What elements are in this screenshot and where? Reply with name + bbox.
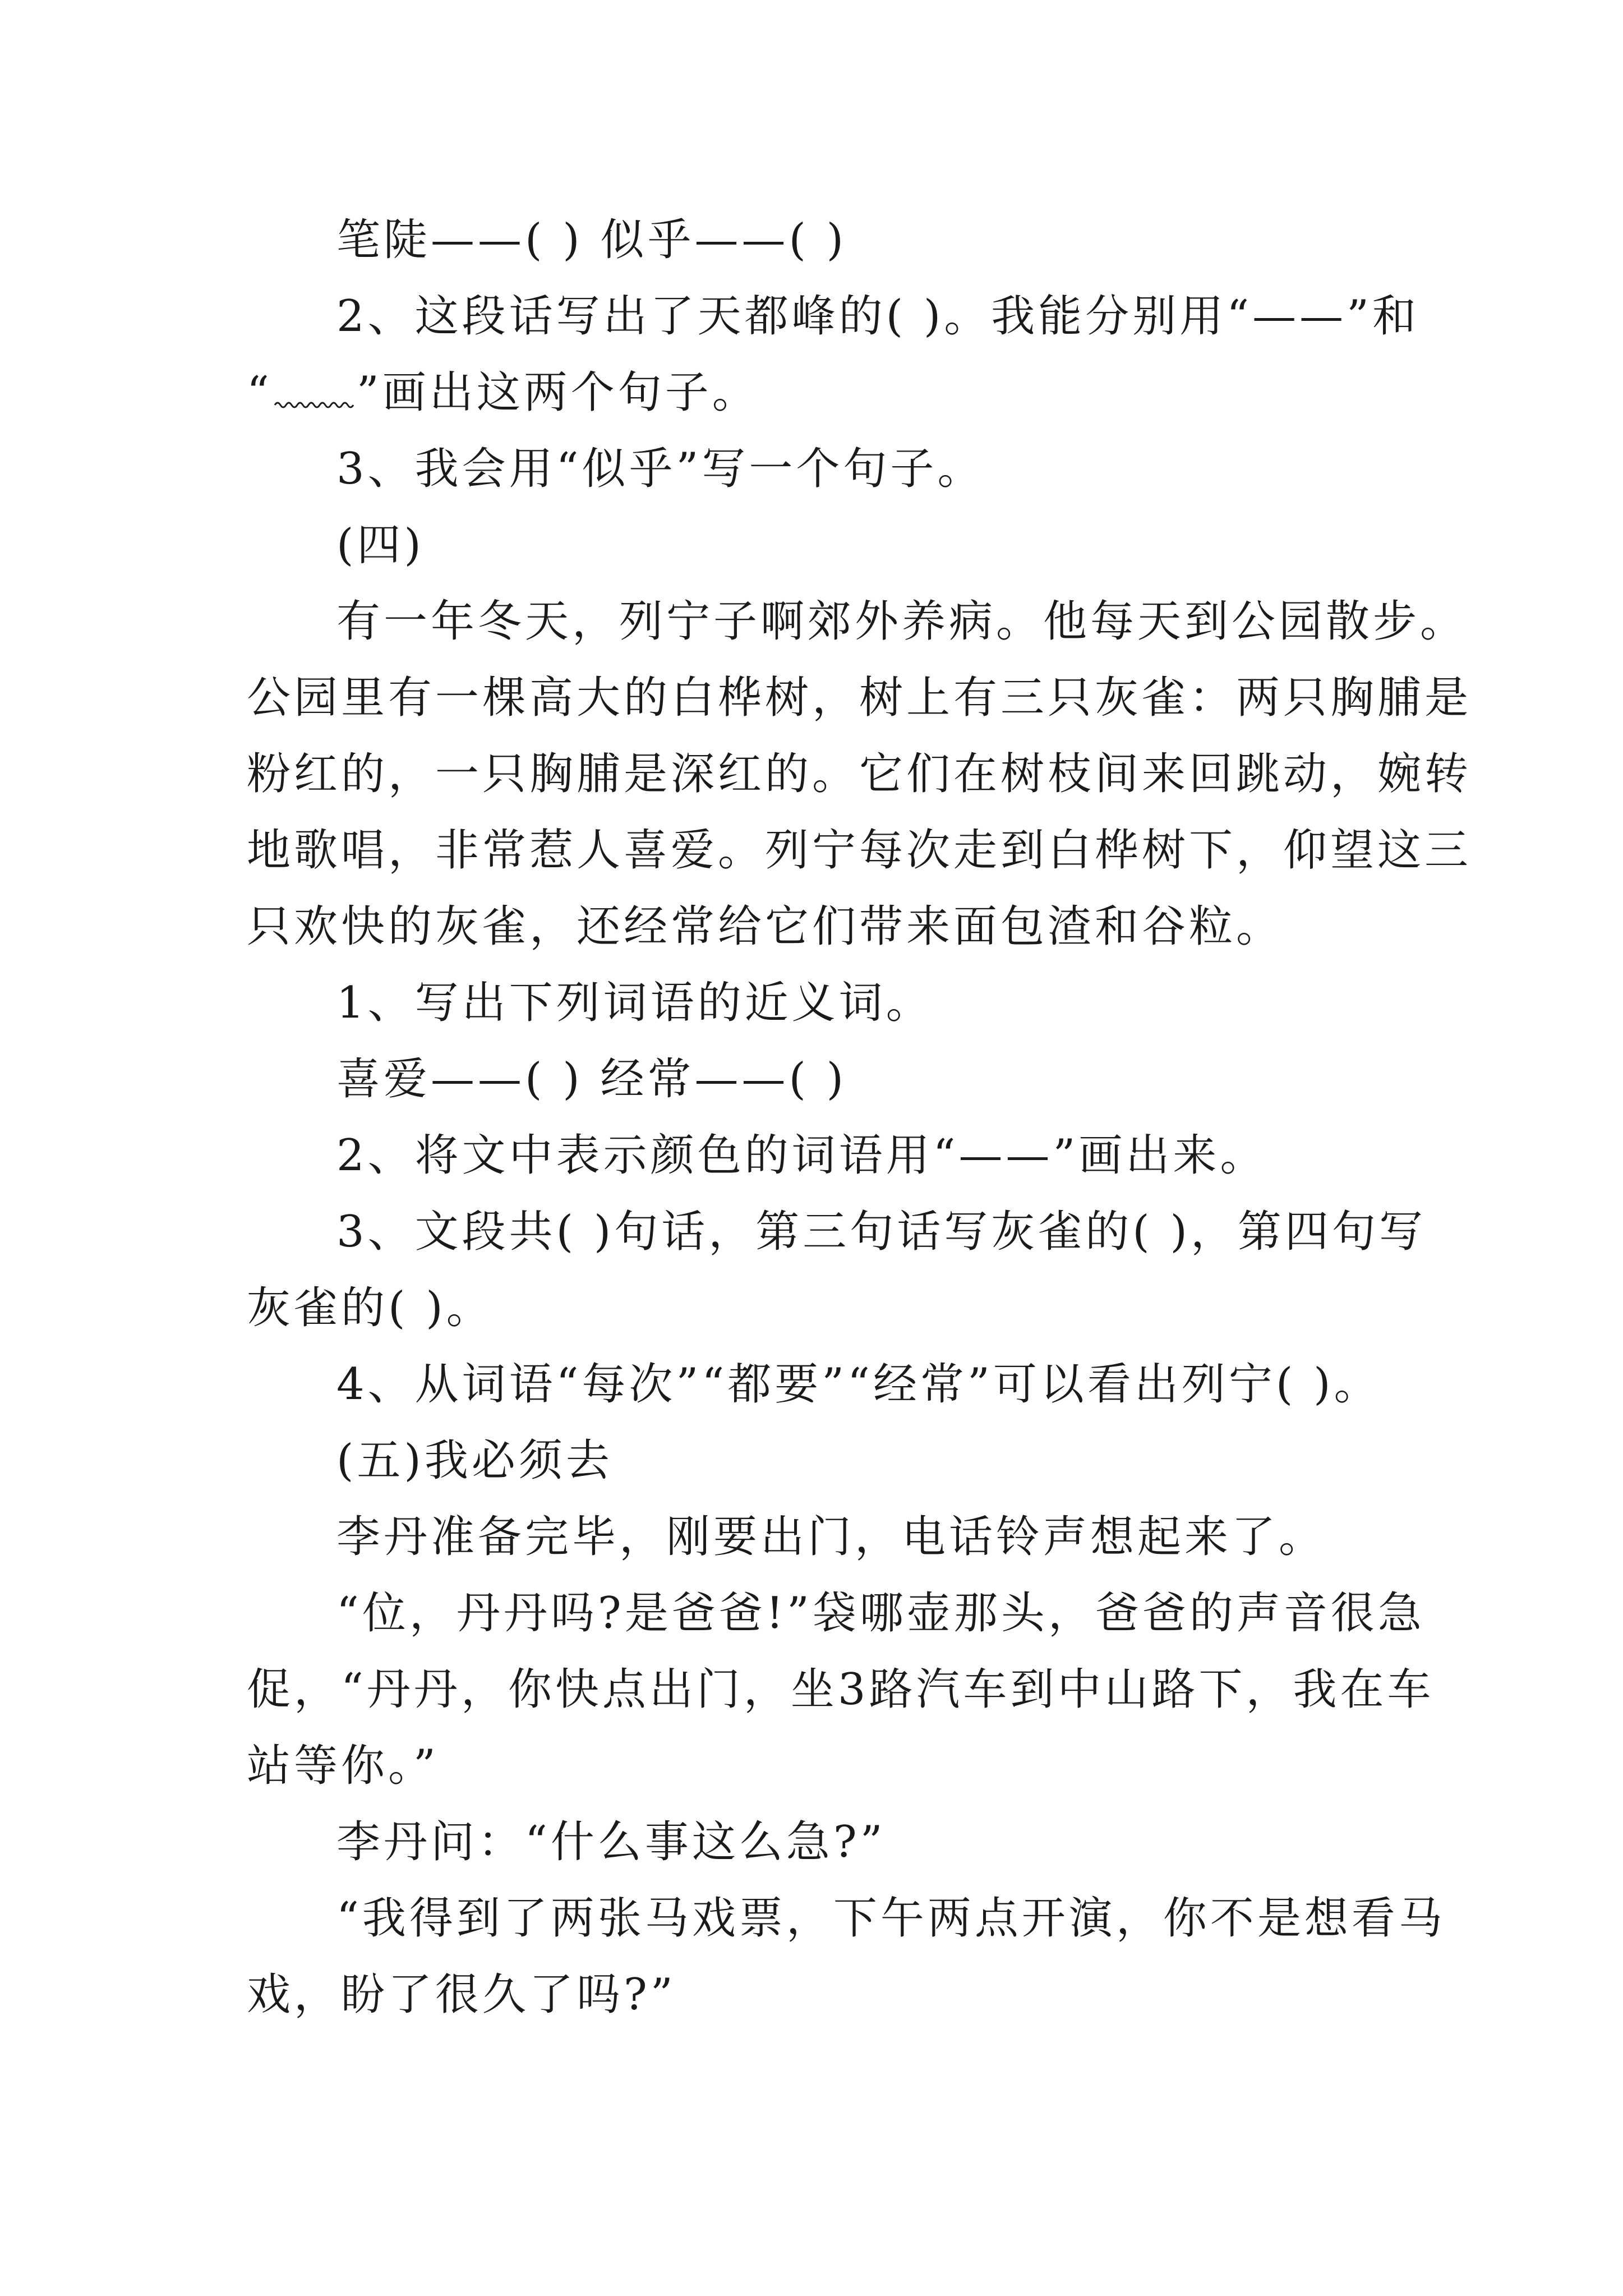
question-line: 3、文段共( )句话，第三句话写灰雀的( )，第四句写 [336,1207,1426,1257]
text-line: 促，“丹丹，你快点出门，坐3路汽车到中山路下，我在车 [247,1664,1435,1715]
text-line: 李丹准备完毕，刚要出门，电话铃声想起来了。 [336,1512,1326,1562]
question-line: 灰雀的( )。 [247,1283,494,1333]
text-line: 笔陡——( ) 似乎——( ) [336,215,847,265]
text-line: 只欢快的灰雀，还经常给它们带来面包渣和谷粒。 [247,901,1284,952]
text-line: 3、我会用“似乎”写一个句子。 [336,444,985,494]
text-line: 公园里有一棵高大的白桦树，树上有三只灰雀：两只胸脯是 [247,673,1472,723]
section-heading: (四) [336,520,425,570]
text-line: “位，丹丹吗?是爸爸!”袋哪壶那头，爸爸的声音很急 [336,1588,1425,1639]
section-heading: (五)我必须去 [336,1435,613,1486]
question-line: 喜爱——( ) 经常——( ) [336,1054,847,1105]
text-line: 2、这段话写出了天都峰的( )。我能分别用“——”和 [336,291,1420,342]
document-page [247,202,1472,2033]
text-line: “我得到了两张马戏票，下午两点开演，你不是想看马 [336,1893,1446,1944]
question-line: 2、将文中表示颜色的词语用“——”画出来。 [336,1130,1267,1181]
text-line: 李丹问：“什么事这么急?” [336,1817,886,1867]
wavy-underline-mark [273,364,357,407]
text-line: 地歌唱，非常惹人喜爱。列宁每次走到白桦树下，仰望这三 [247,825,1472,876]
wavy-line-suffix: ”画出这两个句子。 [356,367,759,418]
quote-open: “ [247,367,273,418]
question-line: 1、写出下列词语的近义词。 [336,978,933,1028]
text-line-wavy [247,355,1396,431]
text-line: 戏，盼了很久了吗?” [247,1970,676,2020]
text-line: 粉红的，一只胸脯是深红的。它们在树枝间来回跳动，婉转 [247,749,1472,799]
text-line: 站等你。” [247,1741,439,1791]
question-line: 4、从词语“每次”“都要”“经常”可以看出列宁( )。 [336,1359,1381,1410]
text-line: 有一年冬天，列宁子啊郊外养病。他每天到公园散步。 [336,596,1468,647]
